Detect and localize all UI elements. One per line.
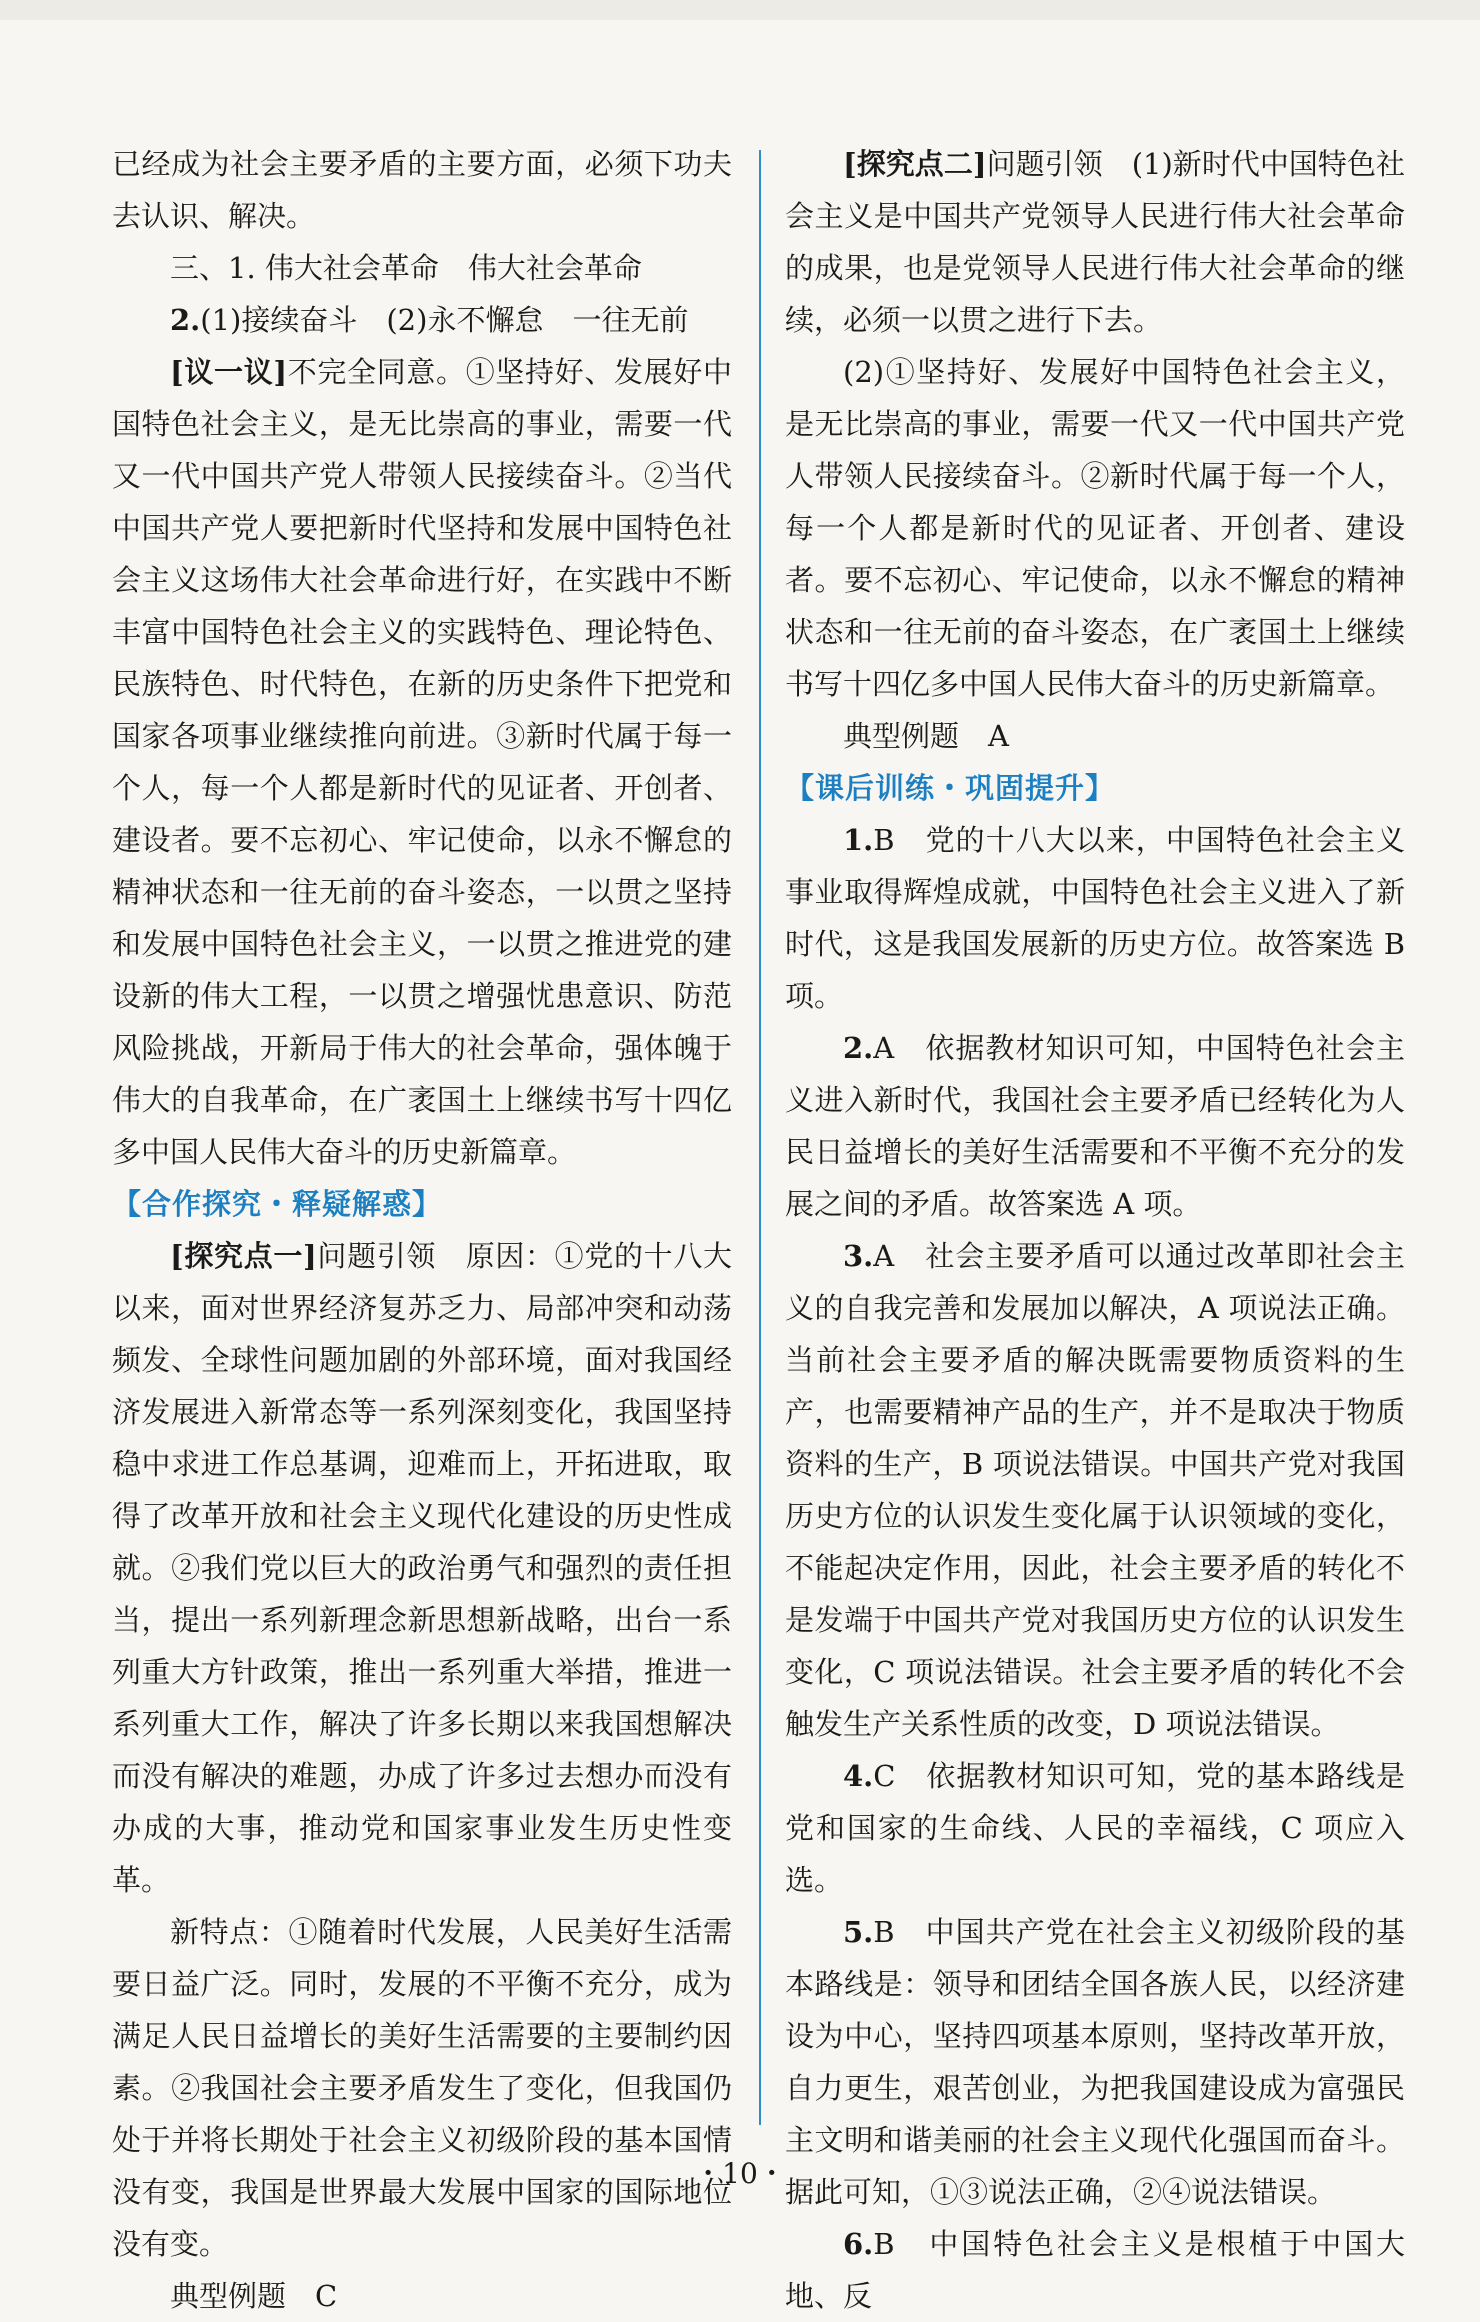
answer-text: C 依据教材知识可知，党的基本路线是党和国家的生命线、人民的幸福线，C 项应入选。	[785, 1759, 1405, 1897]
answer-text: B 中国特色社会主义是根植于中国大地、反	[785, 2227, 1405, 2313]
column-divider	[759, 150, 761, 2125]
question-number: 5.	[843, 1915, 874, 1949]
question-number: 1.	[843, 823, 874, 857]
typical-example-answer: 典型例题 C	[170, 2279, 338, 2313]
answer-item-2	[112, 294, 732, 346]
section-heading-after-class: 【课后训练・巩固提升】	[785, 771, 1116, 805]
explore-point-two-part2: (2)①坚持好、发展好中国特色社会主义，是无比崇高的事业，需要一代又一代中国共产党人带领人民接续奋斗。②新时代属于每一个人，每一个人都是新时代的见证者、开创者、建设者。要不忘初心、牢记使命，以永不懈怠的精神状态和一往无前的奋斗姿态，在广袤国土上继续书写十四亿多中国人民伟大奋斗的历史新篇章。	[785, 355, 1405, 701]
answer-text: A 社会主要矛盾可以通过改革即社会主义的自我完善和发展加以解决，A 项说法正确。当前社会主要矛盾的解决既需要物质资料的生产，也需要精神产品的生产，并不是取决于物质资料的生产，B 项说法错误。中国共产党对我国历史方位的认识发生变化属于认识领域的变化，不能起决定作用，因此，社会主要矛盾的转化不是发端于中国共产党对我国历史方位的认识发生变化，C 项说法错误。社会主要矛盾的转化不会触发生产关系性质的改变，D 项说法错误。	[785, 1239, 1405, 1741]
page-number: ・10・	[694, 2157, 786, 2190]
right-column	[785, 138, 1405, 2322]
explore-text: 问题引领 (1)新时代中国特色社会主义是中国共产党领导人民进行伟大社会革命的成果，也是党领导人民进行伟大社会革命的继续，必须一以贯之进行下去。	[785, 147, 1405, 337]
left-column	[112, 138, 732, 2322]
explore-label: [探究点二]	[843, 147, 987, 181]
item-text: (1)接续奋斗 (2)永不懈怠 一往无前	[200, 303, 689, 337]
typical-example-answer: 典型例题 A	[843, 719, 1009, 753]
discussion-text: 不完全同意。①坚持好、发展好中国特色社会主义，是无比崇高的事业，需要一代又一代中国共产党人带领人民接续奋斗。②当代中国共产党人要把新时代坚持和发展中国特色社会主义这场伟大社会革命进行好，在实践中不断丰富中国特色社会主义的实践特色、理论特色、民族特色、时代特色，在新的历史条件下把党和国家各项事业继续推向前进。③新时代属于每一个人，每一个人都是新时代的见证者、开创者、建设者。要不忘初心、牢记使命，以永不懈怠的精神状态和一往无前的奋斗姿态，一以贯之坚持和发展中国特色社会主义，一以贯之推进党的建设新的伟大工程，一以贯之增强忧患意识、防范风险挑战，开新局于伟大的社会革命，强体魄于伟大的自我革命，在广袤国土上继续书写十四亿多中国人民伟大奋斗的历史新篇章。	[112, 355, 732, 1169]
question-answer-2	[785, 1022, 1405, 1230]
question-number: 2.	[843, 1031, 874, 1065]
explore-point-one	[112, 1230, 732, 1906]
question-answer-4	[785, 1750, 1405, 1906]
question-number: 6.	[843, 2227, 874, 2261]
answer-text: B 党的十八大以来，中国特色社会主义事业取得辉煌成就，中国特色社会主义进入了新时代，这是我国发展新的历史方位。故答案选 B 项。	[785, 823, 1405, 1013]
question-answer-6	[785, 2218, 1405, 2322]
question-number: 3.	[843, 1239, 874, 1273]
section-heading-cooperation: 【合作探究・释疑解惑】	[112, 1187, 443, 1221]
answer-three-heading: 三、1. 伟大社会革命 伟大社会革命	[170, 251, 642, 285]
question-number: 4.	[843, 1759, 874, 1793]
scan-top-band	[0, 0, 1480, 20]
paragraph-continuation: 已经成为社会主要矛盾的主要方面，必须下功夫去认识、解决。	[112, 147, 732, 233]
answer-text: A 依据教材知识可知，中国特色社会主义进入新时代，我国社会主要矛盾已经转化为人民日益增长的美好生活需要和不平衡不充分的发展之间的矛盾。故答案选 A 项。	[785, 1031, 1405, 1221]
discussion-label: [议一议]	[170, 355, 288, 389]
question-answer-1	[785, 814, 1405, 1022]
question-answer-3	[785, 1230, 1405, 1750]
explore-text: 问题引领 原因：①党的十八大以来，面对世界经济复苏乏力、局部冲突和动荡频发、全球性问题加剧的外部环境，面对我国经济发展进入新常态等一系列深刻变化，我国坚持稳中求进工作总基调，迎难而上，开拓进取，取得了改革开放和社会主义现代化建设的历史性成就。②我们党以巨大的政治勇气和强烈的责任担当，提出一系列新理念新思想新战略，出台一系列重大方针政策，推出一系列重大举措，推进一系列重大工作，解决了许多长期以来我国想解决而没有解决的难题，办成了许多过去想办而没有办成的大事，推动党和国家事业发生历史性变革。	[112, 1239, 732, 1897]
explore-point-two	[785, 138, 1405, 346]
item-number: 2.	[170, 303, 201, 337]
new-features-paragraph: 新特点：①随着时代发展，人民美好生活需要日益广泛。同时，发展的不平衡不充分，成为满足人民日益增长的美好生活需要的主要制约因素。②我国社会主要矛盾发生了变化，但我国仍处于并将长期处于社会主义初级阶段的基本国情没有变，我国是世界最大发展中国家的国际地位没有变。	[112, 1915, 732, 2261]
answer-text: B 中国共产党在社会主义初级阶段的基本路线是：领导和团结全国各族人民，以经济建设为中心，坚持四项基本原则，坚持改革开放，自力更生，艰苦创业，为把我国建设成为富强民主文明和谐美丽的社会主义现代化强国而奋斗。据此可知，①③说法正确，②④说法错误。	[785, 1915, 1405, 2209]
discussion-paragraph	[112, 346, 732, 1178]
explore-label: [探究点一]	[170, 1239, 317, 1273]
